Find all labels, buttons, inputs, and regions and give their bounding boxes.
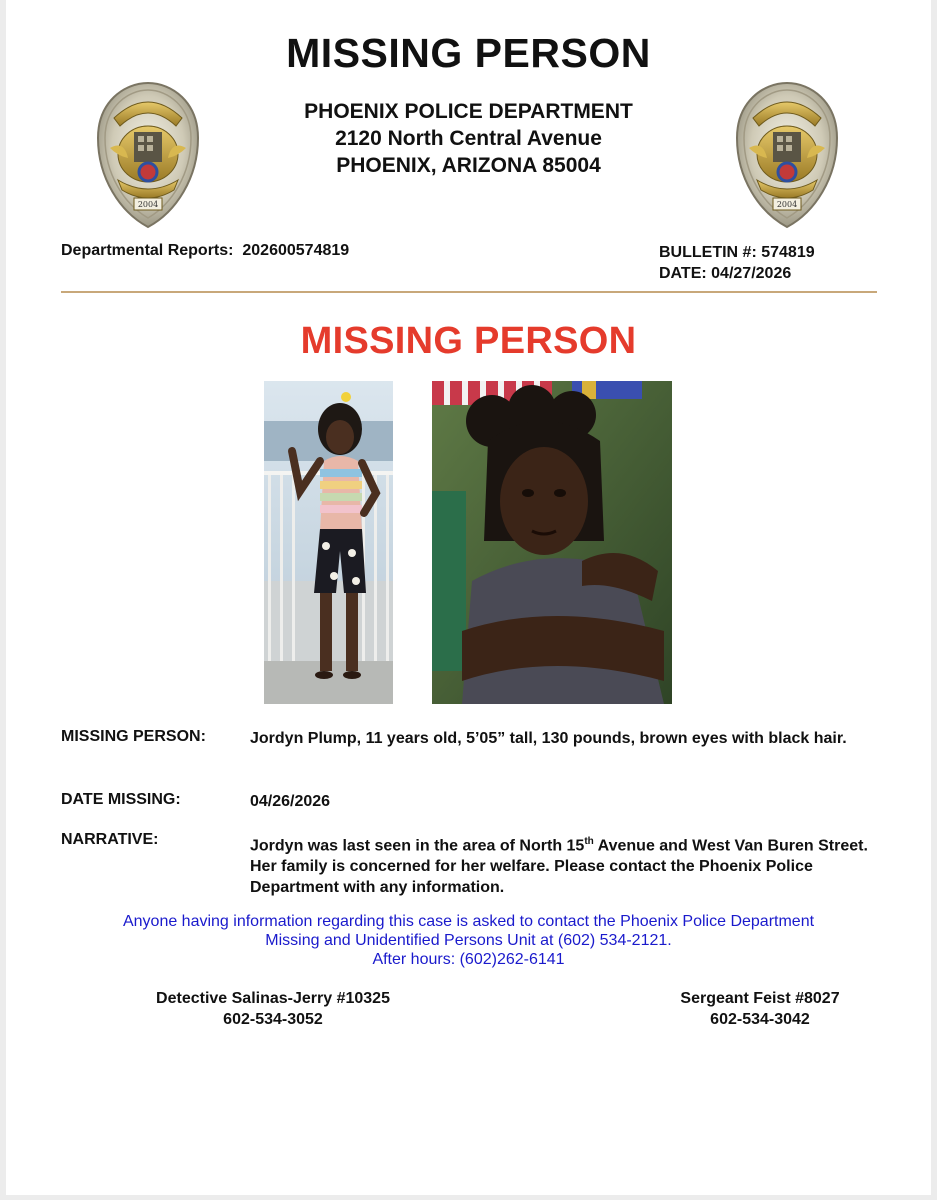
page-title: MISSING PERSON (286, 30, 651, 76)
date-label: DATE: (659, 265, 707, 282)
narrative-text-start: Jordyn was last seen in the area of North 15 (250, 837, 585, 855)
svg-text:2004: 2004 (137, 200, 159, 209)
info-line-2: Missing and Unidentified Persons Unit at (602) 534-2121. (265, 932, 672, 949)
contact-name: Detective Salinas-Jerry #10325 (156, 990, 390, 1007)
detective-badge-right (733, 80, 841, 230)
svg-text:2004: 2004 (776, 200, 798, 209)
contact-phone: 602-534-3042 (710, 1011, 810, 1028)
address-line-1: 2120 North Central Avenue (335, 127, 602, 150)
date-value: 04/27/2026 (711, 265, 792, 282)
photo-full-body (264, 381, 393, 704)
missing-person-value: Jordyn Plump, 11 years old, 5’05” tall, 130 pounds, brown eyes with black hair. (250, 730, 847, 747)
info-line-3: After hours: (602)262-6141 (372, 951, 565, 968)
bulletin-block (659, 242, 815, 284)
missing-person-label: MISSING PERSON: (61, 728, 206, 745)
narrative-text-end: Avenue and West Van Buren Street. Her family is concerned for her welfare. Please contact the Phoenix Police Department with any information. (250, 837, 868, 897)
department-name: PHOENIX POLICE DEPARTMENT (304, 100, 633, 123)
contact-name: Sergeant Feist #8027 (680, 990, 840, 1007)
narrative-label: NARRATIVE: (61, 831, 159, 848)
bulletin-label: BULLETIN #: (659, 244, 757, 261)
address-line-2: PHOENIX, ARIZONA 85004 (336, 154, 601, 177)
departmental-reports (61, 242, 349, 260)
bulletin-number: 574819 (761, 244, 815, 261)
date-line (659, 263, 815, 284)
departmental-reports-label: Departmental Reports: (61, 242, 234, 259)
contact-info-notice (0, 912, 937, 969)
date-missing-label: DATE MISSING: (61, 791, 181, 808)
narrative-superscript: th (584, 836, 594, 847)
contact-detective (138, 988, 408, 1030)
detective-badge-left (94, 80, 202, 230)
photo-portrait (432, 381, 672, 704)
contact-phone: 602-534-3052 (223, 1011, 323, 1028)
date-missing-value: 04/26/2026 (250, 793, 331, 810)
departmental-reports-number: 202600574819 (242, 242, 350, 259)
bulletin-line (659, 242, 815, 263)
info-line-1: Anyone having information regarding this case is asked to contact the Phoenix Police Department (122, 913, 815, 930)
narrative-value (250, 831, 880, 898)
divider-rule (61, 291, 877, 293)
section-title: MISSING PERSON (300, 320, 637, 362)
contact-sergeant (650, 988, 870, 1030)
